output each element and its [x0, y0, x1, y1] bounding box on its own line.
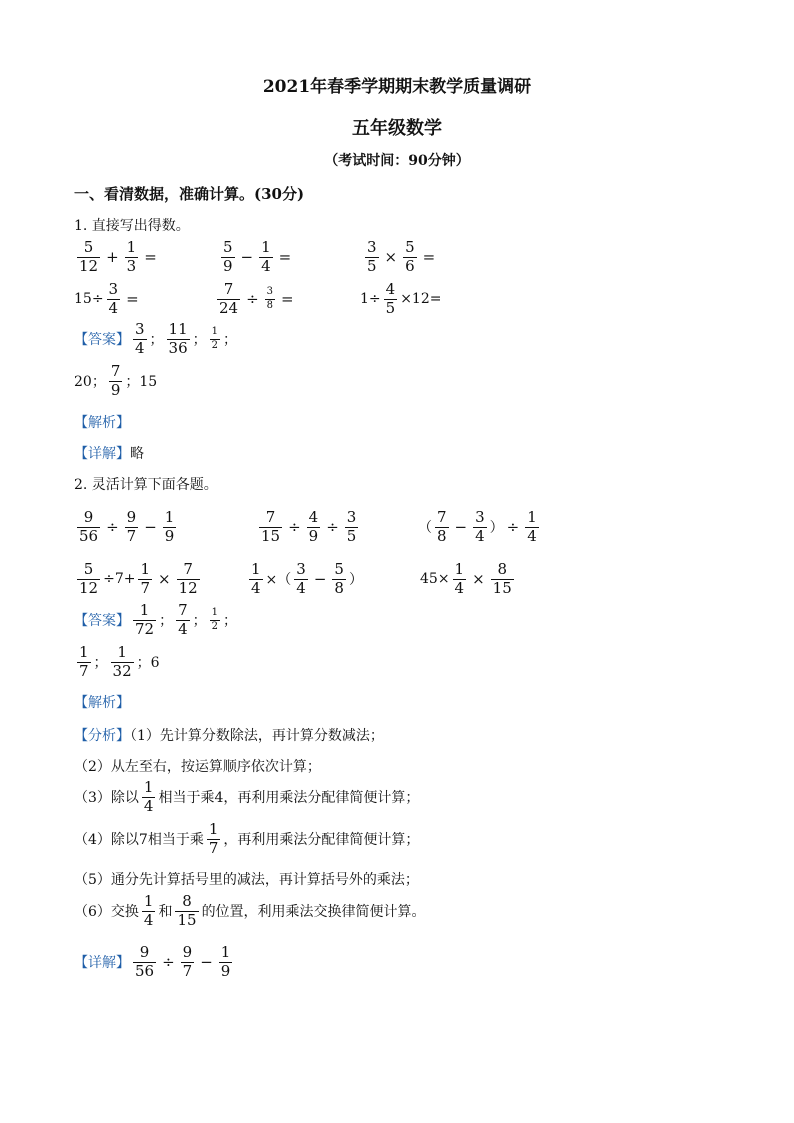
- operator: −: [144, 518, 157, 537]
- denominator: 7: [126, 526, 137, 545]
- fraction: [77, 562, 100, 597]
- text-run: 45×: [420, 571, 450, 588]
- numerator: 3: [108, 280, 119, 298]
- fraction: [365, 240, 379, 275]
- operator: ×: [384, 248, 398, 267]
- fraction: [77, 510, 100, 545]
- numerator: 3: [367, 238, 377, 256]
- denominator: 4: [135, 338, 145, 357]
- text-run: ；: [223, 332, 238, 349]
- section-heading: 一、看清数据，准确计算。(30分): [74, 185, 305, 203]
- numerator: 3: [135, 320, 145, 338]
- numerator: 3: [266, 286, 274, 298]
- text-run: ，再利用乘法分配律简便计算；: [223, 832, 420, 849]
- q1-prompt: 1. 直接写出得数。: [74, 218, 190, 234]
- fraction: [259, 510, 282, 545]
- denominator: 7: [79, 661, 89, 680]
- fraction: [249, 562, 263, 597]
- q2-problem-5: [246, 562, 363, 597]
- fraction: [125, 510, 139, 545]
- denominator: 4: [143, 796, 154, 815]
- q2-answer-line-1: [74, 603, 237, 638]
- denominator: 15: [177, 910, 197, 929]
- denominator: 8: [437, 526, 447, 545]
- fraction: [176, 603, 190, 638]
- numerator: 8: [497, 560, 507, 578]
- text-run: 20；: [74, 374, 106, 391]
- numerator: 1: [211, 607, 219, 619]
- denominator: 4: [527, 526, 537, 545]
- text-run: 和: [158, 904, 173, 921]
- fraction: [163, 510, 177, 545]
- operator: ×: [158, 570, 171, 589]
- denominator: 4: [143, 910, 154, 929]
- numerator: 5: [405, 238, 415, 256]
- operator: =: [278, 248, 292, 267]
- numerator: 1: [454, 560, 465, 578]
- operator: ×: [472, 570, 485, 589]
- operator: ÷: [288, 518, 301, 537]
- numerator: 1: [208, 820, 219, 838]
- q2-problem-4: [74, 562, 203, 597]
- fraction: [265, 287, 275, 311]
- numerator: 1: [139, 601, 150, 619]
- numerator: 4: [385, 280, 396, 298]
- numerator: 5: [334, 560, 344, 578]
- text-run: ；: [149, 332, 164, 349]
- q2-answer-line-2: [74, 645, 160, 680]
- fraction: [217, 282, 240, 317]
- fraction: [133, 945, 156, 980]
- denominator: 7: [140, 578, 151, 597]
- denominator: 24: [219, 298, 239, 317]
- q1-analysis-tag: 【解析】: [74, 415, 130, 431]
- q1-problem-5: [214, 282, 297, 317]
- numerator: 8: [182, 892, 192, 910]
- denominator: 12: [79, 578, 99, 597]
- section-tag: 【详解】: [74, 955, 130, 972]
- denominator: 9: [223, 256, 233, 275]
- operator: −: [313, 570, 327, 589]
- fraction: [142, 894, 156, 929]
- fraction: [142, 780, 156, 815]
- denominator: 2: [211, 339, 219, 351]
- fraction: [210, 327, 220, 351]
- q1-problem-2: [218, 240, 294, 275]
- page-title: 2021年春季学期期末教学质量调研: [262, 77, 532, 97]
- numerator: 7: [437, 508, 447, 526]
- numerator: 7: [178, 601, 188, 619]
- denominator: 4: [475, 526, 485, 545]
- denominator: 6: [405, 256, 415, 275]
- text-run: ；: [93, 655, 108, 672]
- q1-answer-line-1: [74, 322, 237, 357]
- fraction: [384, 282, 398, 317]
- q2-problem-6: [420, 562, 517, 597]
- numerator: 9: [83, 508, 94, 526]
- fraction: [332, 562, 346, 597]
- operator: =: [144, 248, 157, 267]
- numerator: 1: [117, 643, 127, 661]
- text-run: ；6: [136, 655, 160, 672]
- denominator: 32: [112, 661, 132, 680]
- operator: ÷: [326, 518, 339, 537]
- denominator: 4: [251, 578, 261, 597]
- denominator: 72: [135, 619, 155, 638]
- operator: =: [422, 248, 436, 267]
- text-run: 略: [130, 446, 144, 462]
- text-run: （4）除以7相当于乘: [74, 832, 204, 849]
- numerator: 3: [296, 560, 306, 578]
- numerator: 1: [143, 778, 154, 796]
- denominator: 8: [334, 578, 344, 597]
- text-run: ；: [223, 613, 238, 630]
- fraction: [207, 822, 221, 857]
- numerator: 9: [139, 943, 150, 961]
- q2-analysis-3: [74, 780, 419, 815]
- page-subtitle: 五年级数学: [352, 118, 442, 139]
- numerator: 3: [346, 508, 357, 526]
- operator: +: [106, 248, 119, 267]
- numerator: 1: [164, 508, 175, 526]
- numerator: 4: [308, 508, 319, 526]
- numerator: 7: [265, 508, 276, 526]
- denominator: 5: [367, 256, 377, 275]
- numerator: 5: [83, 560, 94, 578]
- exam-time: （考试时间：90分钟）: [324, 153, 470, 169]
- fraction: [221, 240, 235, 275]
- answer-tag: 【答案】: [74, 332, 130, 349]
- numerator: 1: [261, 238, 271, 256]
- text-run: 1÷: [360, 291, 381, 308]
- operator: −: [454, 518, 468, 537]
- q2-analysis-tag: 【解析】: [74, 695, 130, 711]
- text-run: 的位置，利用乘法交换律简便计算。: [201, 904, 426, 921]
- text-run: ；: [192, 613, 207, 630]
- q2-prompt: 2. 灵活计算下面各题。: [74, 477, 218, 493]
- fraction: [491, 562, 514, 597]
- q2-problem-1: [74, 510, 179, 545]
- numerator: 1: [527, 508, 537, 526]
- numerator: 1: [251, 560, 261, 578]
- denominator: 12: [79, 256, 99, 275]
- fraction: [133, 603, 156, 638]
- fraction: [345, 510, 359, 545]
- q2-analysis-5: （5）通分先计算括号里的减法，再计算括号外的乘法；: [74, 872, 419, 888]
- denominator: 5: [346, 526, 357, 545]
- operator: ÷: [162, 953, 175, 972]
- section-tag: 【详解】: [74, 446, 130, 462]
- numerator: 7: [183, 560, 193, 578]
- denominator: 4: [454, 578, 465, 597]
- fraction: [109, 364, 123, 399]
- denominator: 7: [182, 961, 193, 980]
- operator: ÷: [106, 518, 119, 537]
- fraction: [453, 562, 467, 597]
- text-run: ；15: [125, 374, 158, 391]
- section-tag: 【分析】: [74, 728, 130, 744]
- fraction: [167, 322, 190, 357]
- text-run: （: [418, 520, 432, 537]
- answer-tag: 【答案】: [74, 613, 130, 630]
- text-run: （6）交换: [74, 904, 139, 921]
- operator: −: [240, 248, 254, 267]
- denominator: 4: [296, 578, 306, 597]
- fraction: [177, 562, 200, 597]
- fraction: [307, 510, 321, 545]
- fraction: [473, 510, 487, 545]
- text-run: 相当于乘4，再利用乘法分配律简便计算；: [158, 790, 420, 807]
- operator: ÷: [246, 290, 259, 309]
- numerator: 7: [223, 280, 234, 298]
- numerator: 5: [223, 238, 233, 256]
- q1-problem-4: [74, 282, 142, 317]
- text-run: ÷7+: [103, 571, 136, 588]
- fraction: [138, 562, 152, 597]
- q1-problem-3: [362, 240, 438, 275]
- q1-problem-1: [74, 240, 160, 275]
- denominator: 12: [178, 578, 198, 597]
- text-run: ）: [489, 520, 504, 537]
- denominator: 8: [266, 299, 274, 311]
- denominator: 9: [164, 526, 175, 545]
- text-run: ；: [192, 332, 207, 349]
- q2-problem-3: [418, 510, 542, 545]
- q1-detail: [74, 443, 144, 463]
- fraction: [125, 240, 139, 275]
- numerator: 1: [140, 560, 151, 578]
- fraction: [435, 510, 449, 545]
- q2-analysis-2: （2）从左至右，按运算顺序依次计算；: [74, 759, 321, 775]
- denominator: 7: [208, 838, 219, 857]
- denominator: 9: [308, 526, 319, 545]
- denominator: 15: [492, 578, 512, 597]
- text-run: （3）除以: [74, 790, 139, 807]
- fraction: [181, 945, 195, 980]
- fraction: [219, 945, 233, 980]
- denominator: 3: [126, 256, 137, 275]
- fraction: [403, 240, 417, 275]
- numerator: 1: [211, 326, 219, 338]
- numerator: 1: [220, 943, 231, 961]
- denominator: 2: [211, 620, 219, 632]
- text-run: ×（: [265, 572, 292, 589]
- fraction: [111, 645, 134, 680]
- fraction: [259, 240, 273, 275]
- q2-analysis-1: [74, 725, 384, 745]
- q1-answer-line-2: [74, 364, 157, 399]
- text-run: （1）先计算分数除法，再计算分数减法；: [130, 728, 384, 744]
- q1-problem-6: [360, 282, 441, 317]
- numerator: 11: [168, 320, 188, 338]
- q2-analysis-6: [74, 894, 426, 929]
- denominator: 5: [385, 298, 396, 317]
- fraction: [175, 894, 198, 929]
- q2-analysis-4: [74, 822, 419, 857]
- operator: ÷: [506, 518, 520, 537]
- fraction: [294, 562, 308, 597]
- numerator: 9: [126, 508, 137, 526]
- fraction: [133, 322, 147, 357]
- fraction: [77, 645, 91, 680]
- denominator: 36: [168, 338, 188, 357]
- fraction: [210, 608, 220, 632]
- denominator: 15: [261, 526, 281, 545]
- fraction: [77, 240, 100, 275]
- numerator: 1: [143, 892, 154, 910]
- numerator: 1: [79, 643, 89, 661]
- denominator: 56: [79, 526, 99, 545]
- fraction: [525, 510, 539, 545]
- denominator: 4: [261, 256, 271, 275]
- denominator: 9: [220, 961, 231, 980]
- numerator: 5: [83, 238, 94, 256]
- operator: =: [281, 290, 294, 309]
- fraction: [107, 282, 121, 317]
- denominator: 4: [178, 619, 188, 638]
- numerator: 7: [110, 362, 121, 380]
- denominator: 56: [135, 961, 155, 980]
- numerator: 1: [126, 238, 137, 256]
- operator: −: [200, 953, 213, 972]
- q2-detail: [74, 945, 235, 980]
- denominator: 9: [110, 380, 121, 399]
- text-run: ；: [159, 613, 174, 630]
- numerator: 9: [182, 943, 193, 961]
- text-run: 15÷: [74, 291, 104, 308]
- operator: =: [126, 290, 139, 309]
- text-run: ）: [348, 572, 363, 589]
- text-run: ×12=: [400, 291, 442, 308]
- q2-problem-2: [256, 510, 361, 545]
- numerator: 3: [475, 508, 485, 526]
- denominator: 4: [108, 298, 119, 317]
